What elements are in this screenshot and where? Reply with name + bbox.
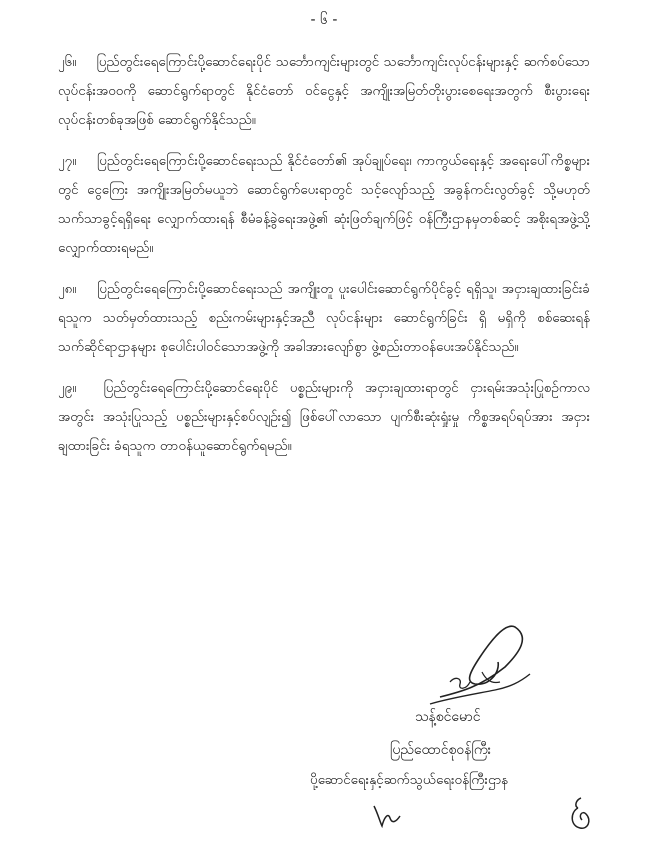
paragraph-text: ပြည်တွင်းရေကြောင်းပို့ဆောင်ရေးသည် နိုင်ငံတော်၏ အုပ်ချုပ်ရေး၊ ကာကွယ်ရေးနှင့် အရေးပေါ်ကိစ္စများတွင် ငွေကြေး အကျိုးအမြတ်မယူဘဲ ဆောင်ရွက်ပေးရာတွင် သင့်လျော်သည့် အခွန်ကင်းလွတ်ခွင့် သို့မဟုတ် သက်သာခွင့်ရရှိရေး လျှောက်ထားရန် စီမံခန့်ခွဲရေးအဖွဲ့၏ ဆုံးဖြတ်ချက်ဖြင့် ဝန်ကြီးဌာနမှတစ်ဆင့် အစိုးရအဖွဲ့သို့ လျှောက်ထားရမည်။ [58, 154, 590, 256]
signer-office: ပို့ဆောင်ရေးနှင့်ဆက်သွယ်ရေးဝန်ကြီးဌာန [310, 772, 508, 788]
paragraph-26 [58, 48, 590, 135]
handwritten-initials-right [566, 794, 596, 834]
document-body [58, 48, 590, 473]
paragraph-text: ပြည်တွင်းရေကြောင်းပို့ဆောင်ရေးပိုင် သင်္ဘောကျင်းများတွင် သင်္ဘောကျင်းလုပ်ငန်းများနှင့် ဆက်စပ်သော လုပ်ငန်းအဝဝကို ဆောင်ရွက်ရာတွင် နိုင်ငံတော် ဝင်ငွေနှင့် အကျိုးအမြတ်တိုးပွားစေရေးအတွက် စီးပွားရေး လုပ်ငန်းတစ်ခုအဖြစ် ဆောင်ရွက်နိုင်သည်။ [58, 55, 590, 128]
page-number: - ၆ - [310, 12, 338, 28]
paragraph-text: ပြည်တွင်းရေကြောင်းပို့ဆောင်ရေးသည် အကျိုးတူ ပူးပေါင်းဆောင်ရွက်ပိုင်ခွင့် ရရှိသူ၊ အငှားချထားခြင်းခံရသူက သတ်မှတ်ထားသည့် စည်းကမ်းများနှင့်အညီ လုပ်ငန်းများ ဆောင်ရွက်ခြင်း ရှိ မရှိကို စစ်ဆေးရန် သက်ဆိုင်ရာဌာနများ စုပေါင်းပါဝင်သောအဖွဲ့ကို အခါအားလျော်စွာ ဖွဲ့စည်းတာဝန်ပေးအပ်နိုင်သည်။ [58, 282, 590, 355]
paragraph-number: ၂၈။ [58, 282, 77, 297]
signer-title: ပြည်ထောင်စုဝန်ကြီး [390, 742, 492, 758]
paragraph-number: ၂၉။ [58, 381, 77, 396]
paragraph-number: ၂၇။ [58, 154, 77, 169]
paragraph-28 [58, 275, 590, 362]
paragraph-number: ၂၆။ [58, 55, 77, 70]
signer-name: သန့်စင်မောင် [415, 709, 481, 725]
paragraph-27 [58, 147, 590, 263]
handwritten-signature [420, 612, 540, 712]
handwritten-initials-left [370, 800, 404, 830]
paragraph-text: ပြည်တွင်းရေကြောင်းပို့ဆောင်ရေးပိုင် ပစ္စည်းများကို အငှားချထားရာတွင် ငှားရမ်းအသုံးပြုစဉ်ကာလအတွင်း အသုံးပြုသည့် ပစ္စည်းများနှင့်စပ်လျဉ်း၍ ဖြစ်ပေါ်လာသော ပျက်စီးဆုံးရှုံးမှု ကိစ္စအရပ်ရပ်အား အငှားချထားခြင်း ခံရသူက တာဝန်ယူဆောင်ရွက်ရမည်။ [58, 381, 590, 454]
paragraph-29 [58, 374, 590, 461]
